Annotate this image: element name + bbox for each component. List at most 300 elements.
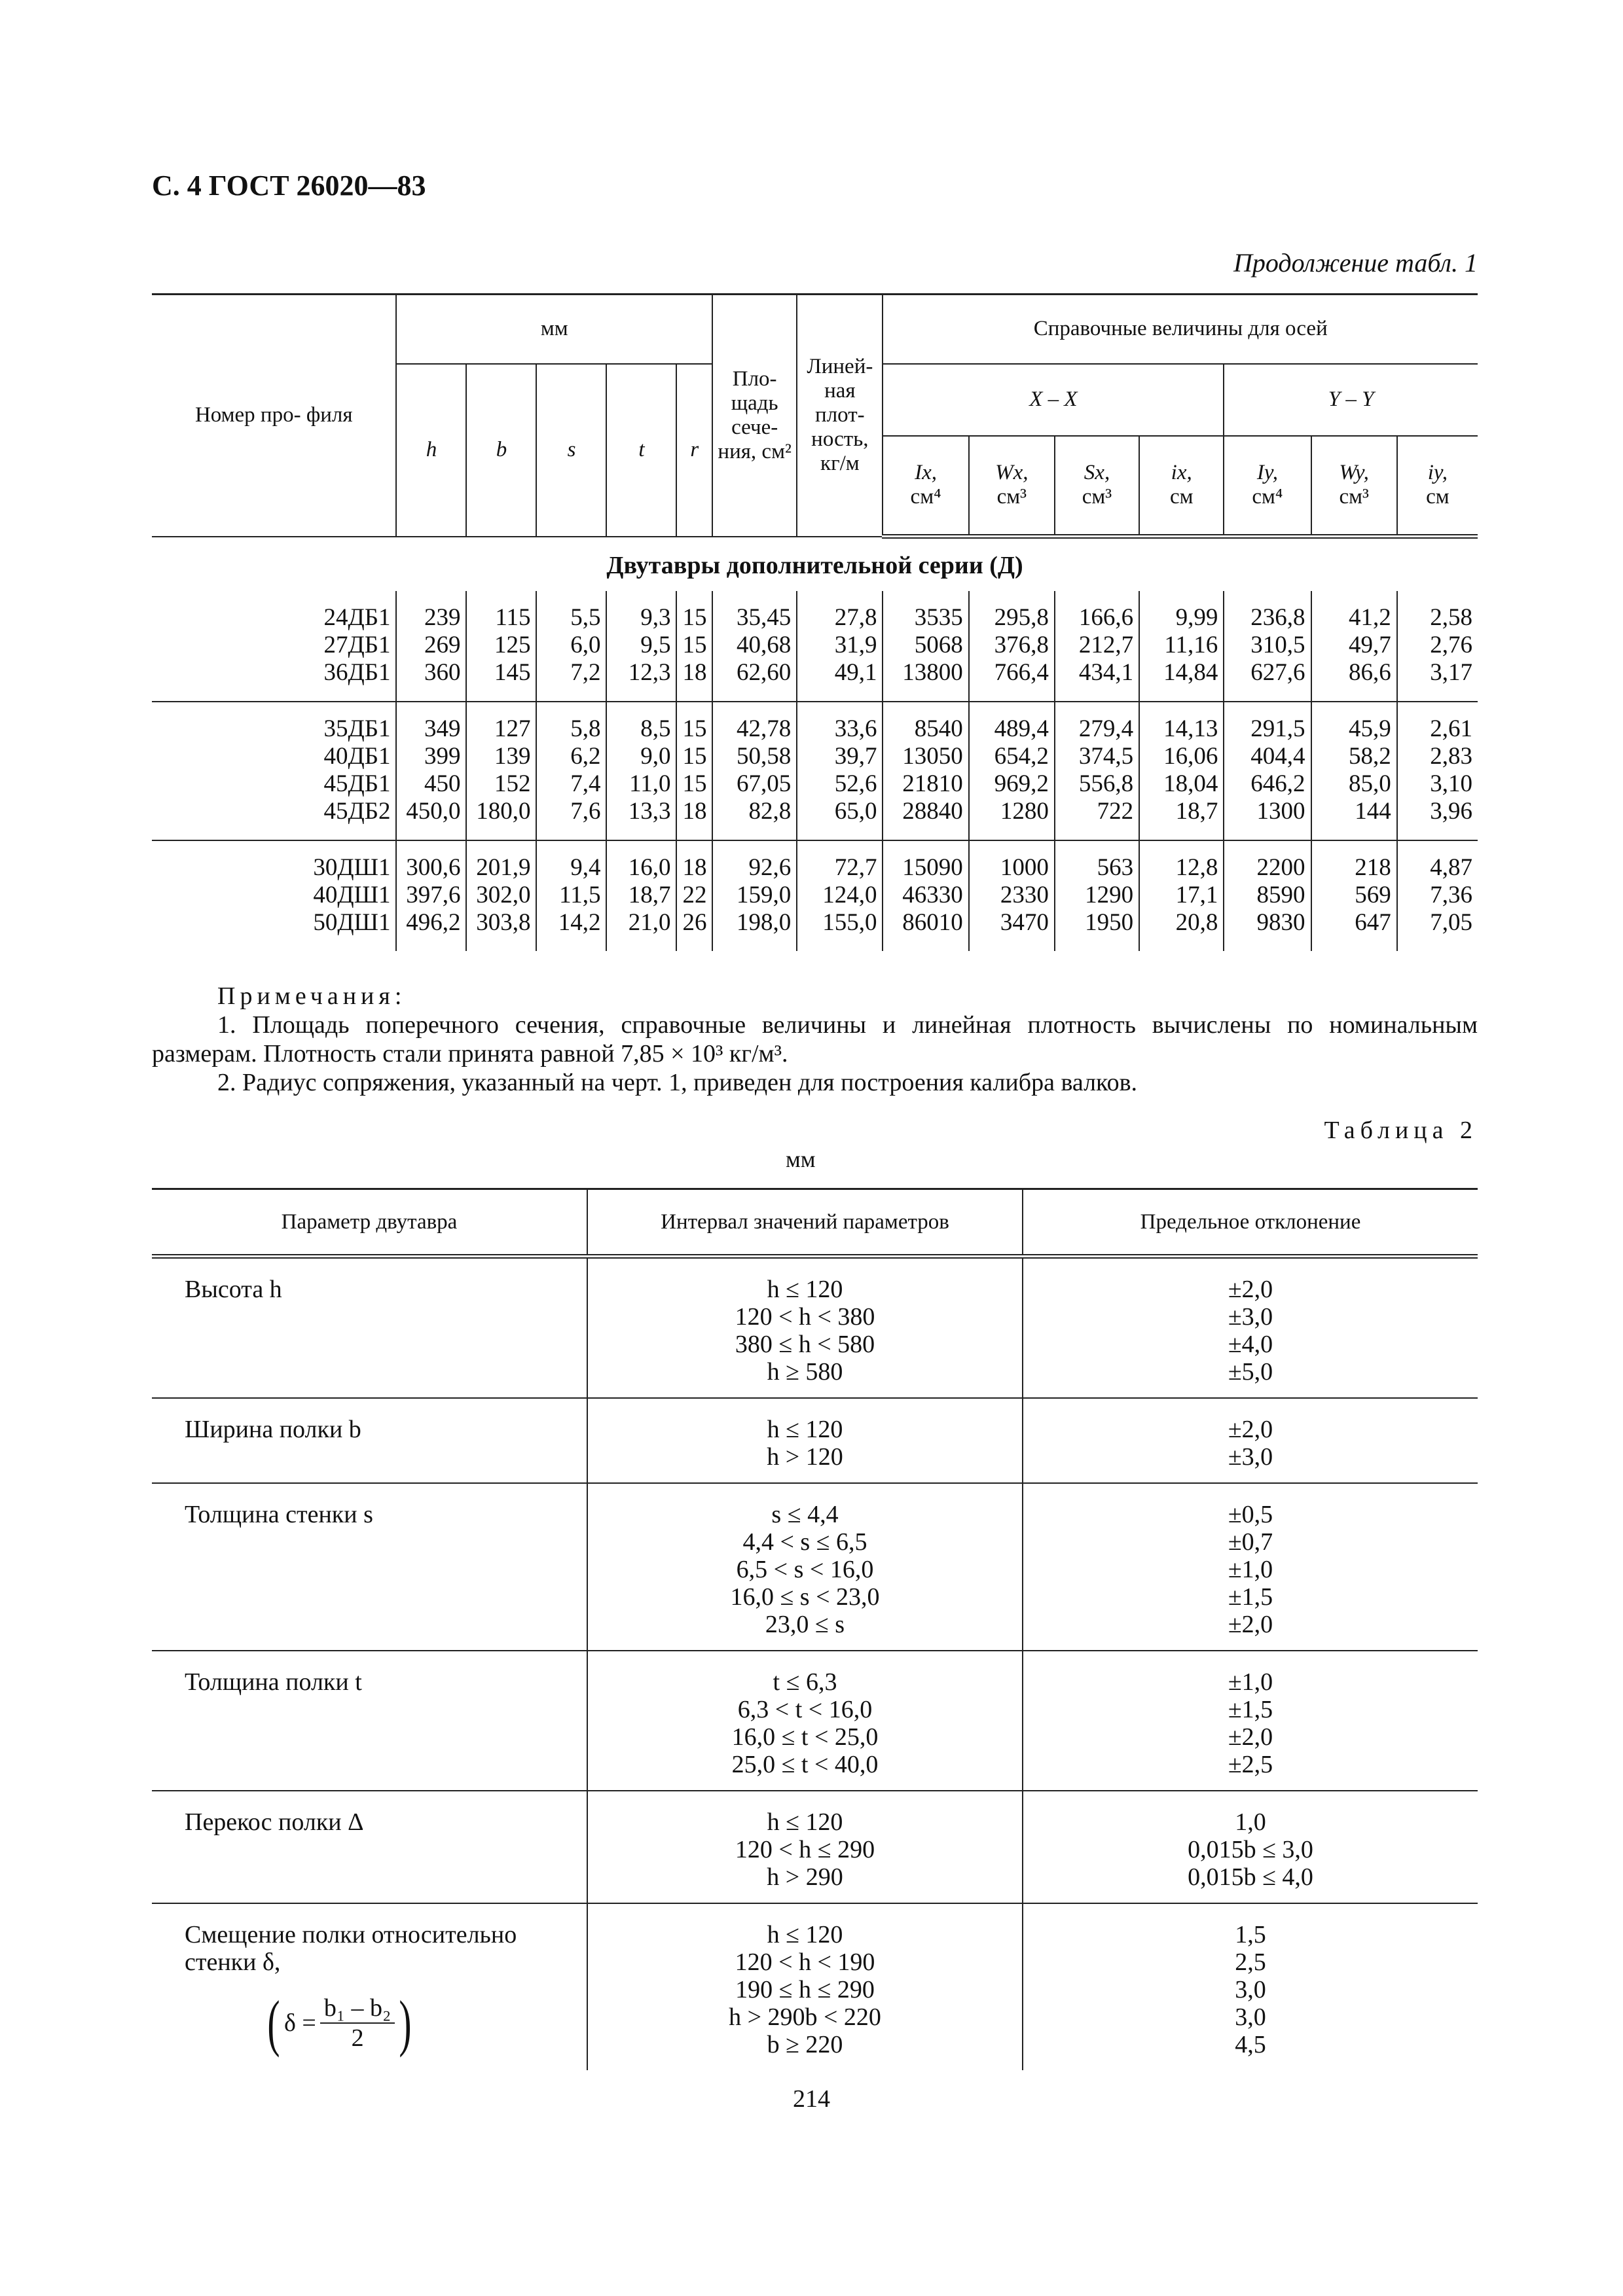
- value: 2,76: [1430, 632, 1472, 658]
- parameter-cell: [152, 1398, 587, 1483]
- value: 7,6: [570, 798, 601, 825]
- value: 62,60: [737, 659, 792, 686]
- cell: [536, 591, 606, 702]
- cell: [606, 840, 676, 951]
- value: ±1,5: [1228, 1583, 1273, 1611]
- tolerance-row: [152, 1903, 1478, 2070]
- value: 16,0: [628, 854, 671, 881]
- value: 360: [424, 659, 461, 686]
- value: 67,05: [737, 770, 792, 797]
- cell: [883, 591, 968, 702]
- cell: [466, 840, 536, 951]
- value: 31,9: [834, 632, 877, 658]
- value: ±2,0: [1228, 1723, 1273, 1751]
- value: 3535: [914, 604, 963, 631]
- value: 92,6: [748, 854, 792, 881]
- value: Высота h: [185, 1276, 282, 1303]
- formula-fraction: [320, 1994, 395, 2053]
- value: h ≤ 120: [767, 1808, 843, 1836]
- deviation-cell: [1023, 1651, 1478, 1791]
- value: h ≤ 120: [767, 1276, 843, 1303]
- value: 152: [494, 770, 531, 797]
- value: 11,5: [559, 882, 601, 908]
- value: 4,87: [1430, 854, 1472, 881]
- value: 269: [424, 632, 461, 658]
- value: ±2,0: [1228, 1416, 1273, 1443]
- value: 15: [682, 770, 707, 797]
- cell: [969, 591, 1055, 702]
- cell: [797, 591, 883, 702]
- value: Перекос полки Δ: [185, 1808, 364, 1836]
- value: 969,2: [994, 770, 1049, 797]
- value: 1280: [1000, 798, 1049, 825]
- value: Толщина стенки s: [185, 1501, 373, 1528]
- tolerance-table: [152, 1188, 1478, 2070]
- value: 27ДБ1: [323, 632, 391, 658]
- formula-denominator: 2: [351, 2024, 364, 2052]
- value: 303,8: [476, 909, 531, 936]
- value: ±3,0: [1228, 1303, 1273, 1331]
- value: 6,3 < t < 16,0: [737, 1696, 873, 1723]
- value: 8590: [1256, 882, 1305, 908]
- value: h ≥ 580: [767, 1358, 843, 1386]
- cell: [676, 702, 712, 840]
- value: 6,0: [570, 632, 601, 658]
- interval-cell: [587, 1791, 1023, 1903]
- value: h > 290b < 220: [729, 2003, 881, 2031]
- col-t: t: [606, 364, 676, 537]
- value: 36ДБ1: [323, 659, 391, 686]
- page-number: 214: [793, 2085, 830, 2113]
- value: 40ДШ1: [313, 882, 391, 908]
- cell: [396, 702, 466, 840]
- value: 85,0: [1349, 770, 1391, 797]
- value: 3470: [1000, 909, 1049, 936]
- value: 139: [494, 743, 531, 770]
- value: 9,3: [640, 604, 671, 631]
- value: 16,0 ≤ t < 25,0: [731, 1723, 879, 1751]
- parameter-cell: [152, 1791, 587, 1903]
- value: 155,0: [822, 909, 877, 936]
- value: ±0,5: [1228, 1501, 1273, 1528]
- value: 627,6: [1250, 659, 1305, 686]
- formula-numerator: b₁ – b₂: [320, 1994, 395, 2024]
- value: 1300: [1256, 798, 1305, 825]
- value: 14,84: [1163, 659, 1218, 686]
- cell: [1055, 702, 1139, 840]
- value: 72,7: [834, 854, 877, 881]
- deviation-cell: [1023, 1398, 1478, 1483]
- value: ±2,0: [1228, 1611, 1273, 1638]
- value: 30ДШ1: [313, 854, 391, 881]
- value: 20,8: [1175, 909, 1218, 936]
- cell: [883, 840, 968, 951]
- value: 8,5: [640, 715, 671, 742]
- value: 7,2: [570, 659, 601, 686]
- value: 3,0: [1235, 2003, 1266, 2031]
- value: Толщина полки t: [185, 1668, 362, 1696]
- tolerance-row: [152, 1398, 1478, 1483]
- col-r: r: [676, 364, 712, 537]
- value: 1290: [1085, 882, 1134, 908]
- value: 13800: [902, 659, 963, 686]
- value: 28840: [902, 798, 963, 825]
- value: 279,4: [1078, 715, 1134, 742]
- notes: [152, 982, 1478, 1097]
- value: 124,0: [822, 882, 877, 908]
- value: 125: [494, 632, 531, 658]
- value: 404,4: [1250, 743, 1305, 770]
- cell: [1311, 702, 1397, 840]
- value: 21,0: [628, 909, 671, 936]
- value: 3,17: [1430, 659, 1472, 686]
- value: 52,6: [834, 770, 877, 797]
- value: 39,7: [834, 743, 877, 770]
- value: 6,2: [570, 743, 601, 770]
- col-area: Пло- щадь сече- ния, см²: [712, 295, 797, 537]
- col-deviation: Предельное отклонение: [1023, 1189, 1478, 1257]
- value: 86010: [902, 909, 963, 936]
- cell: [1139, 591, 1224, 702]
- value: 349: [424, 715, 461, 742]
- value: 4,5: [1235, 2031, 1266, 2058]
- value: 13,3: [628, 798, 671, 825]
- value: 86,6: [1349, 659, 1391, 686]
- offset-formula: [263, 1988, 416, 2058]
- parameter-cell: [152, 1257, 587, 1399]
- value: t ≤ 6,3: [773, 1668, 837, 1696]
- profile-group: [152, 702, 1478, 840]
- col-profile: Номер про- филя: [152, 295, 396, 537]
- value: 450: [424, 770, 461, 797]
- cell: [883, 702, 968, 840]
- value: 3,10: [1430, 770, 1472, 797]
- value: 15: [682, 632, 707, 658]
- value: 218: [1355, 854, 1391, 881]
- table2-caption: Таблица 2: [1324, 1117, 1478, 1144]
- value: 50,58: [737, 743, 792, 770]
- value: 27,8: [834, 604, 877, 631]
- value: h ≤ 120: [767, 1416, 843, 1443]
- value: 11,16: [1164, 632, 1218, 658]
- value: 2200: [1256, 854, 1305, 881]
- value: 82,8: [748, 798, 792, 825]
- cell: [396, 840, 466, 951]
- value: 12,3: [628, 659, 671, 686]
- cell: [712, 840, 797, 951]
- value: 12,8: [1175, 854, 1218, 881]
- tolerance-row: [152, 1791, 1478, 1903]
- col-iy: iy, см: [1397, 436, 1478, 537]
- interval-cell: [587, 1398, 1023, 1483]
- interval-cell: [587, 1257, 1023, 1399]
- value: 190 ≤ h ≤ 290: [735, 1976, 875, 2003]
- page-header: С. 4 ГОСТ 26020—83: [152, 170, 426, 202]
- formula-lparen: (: [267, 1988, 280, 2058]
- value: 144: [1355, 798, 1391, 825]
- value: 180,0: [476, 798, 531, 825]
- parameter-cell: [152, 1651, 587, 1791]
- value: 14,2: [558, 909, 601, 936]
- value: 654,2: [994, 743, 1049, 770]
- value: 50ДШ1: [313, 909, 391, 936]
- profile-group: [152, 591, 1478, 702]
- value: 569: [1355, 882, 1391, 908]
- value: 2330: [1000, 882, 1049, 908]
- value: ±4,0: [1228, 1331, 1273, 1358]
- value: 1,0: [1235, 1808, 1266, 1836]
- cell: [152, 702, 396, 840]
- value: 45ДБ1: [323, 770, 391, 797]
- value: Ширина полки b: [185, 1416, 361, 1443]
- deviation-cell: [1023, 1257, 1478, 1399]
- value: 9830: [1256, 909, 1305, 936]
- value: 9,4: [570, 854, 601, 881]
- value: ±2,0: [1228, 1276, 1273, 1303]
- value: b ≥ 220: [767, 2031, 843, 2058]
- value: 496,2: [406, 909, 461, 936]
- col-density: Линей- ная плот- ность, кг/м: [797, 295, 883, 537]
- value: 49,1: [834, 659, 877, 686]
- value: 15: [682, 743, 707, 770]
- col-b: b: [466, 364, 536, 537]
- col-Sx: Sx, см³: [1055, 436, 1139, 537]
- value: 300,6: [406, 854, 461, 881]
- col-axis-y: Y – Y: [1224, 364, 1478, 436]
- value: 166,6: [1078, 604, 1134, 631]
- value: ±5,0: [1228, 1358, 1273, 1386]
- value: 1000: [1000, 854, 1049, 881]
- value: 120 < h < 190: [735, 1948, 875, 1976]
- value: 45,9: [1349, 715, 1391, 742]
- col-ix: ix, см: [1139, 436, 1224, 537]
- value: 2,61: [1430, 715, 1472, 742]
- value: 25,0 ≤ t < 40,0: [731, 1751, 879, 1778]
- value: 49,7: [1349, 632, 1391, 658]
- value: 40,68: [737, 632, 792, 658]
- cell: [606, 591, 676, 702]
- deviation-cell: [1023, 1791, 1478, 1903]
- value: 6,5 < s < 16,0: [736, 1556, 874, 1583]
- value: 24ДБ1: [323, 604, 391, 631]
- col-mm: мм: [396, 295, 712, 364]
- value: 35,45: [737, 604, 792, 631]
- value: 302,0: [476, 882, 531, 908]
- value: 198,0: [737, 909, 792, 936]
- note-1: 1. Площадь поперечного сечения, справочные величины и линейная плотность вычислены по номинальным размерам. Плотность стали принята равной 7,85 × 10³ кг/м³.: [152, 1011, 1478, 1067]
- cell: [1055, 840, 1139, 951]
- value: 9,5: [640, 632, 671, 658]
- cell: [1139, 702, 1224, 840]
- value: 646,2: [1250, 770, 1305, 797]
- cell: [1224, 591, 1311, 702]
- value: 65,0: [834, 798, 877, 825]
- value: 1,5: [1235, 1921, 1266, 1948]
- value: 14,13: [1163, 715, 1218, 742]
- value: ±2,5: [1228, 1751, 1273, 1778]
- value: 0,015b ≤ 4,0: [1188, 1863, 1313, 1891]
- value: h > 290: [767, 1863, 843, 1891]
- table2-units: мм: [786, 1146, 816, 1172]
- value: 212,7: [1078, 632, 1134, 658]
- col-h: h: [396, 364, 466, 537]
- value: 2,58: [1430, 604, 1472, 631]
- cell: [1311, 591, 1397, 702]
- profile-table: [152, 293, 1478, 951]
- value: 291,5: [1250, 715, 1305, 742]
- value: 236,8: [1250, 604, 1305, 631]
- value: 489,4: [994, 715, 1049, 742]
- value: 46330: [902, 882, 963, 908]
- cell: [536, 840, 606, 951]
- value: 15: [682, 604, 707, 631]
- profile-group: [152, 840, 1478, 951]
- value: 21810: [902, 770, 963, 797]
- value: 18,7: [628, 882, 671, 908]
- value: 201,9: [476, 854, 531, 881]
- value: 3,96: [1430, 798, 1472, 825]
- note-2: 2. Радиус сопряжения, указанный на черт. 1, приведен для построения калибра валков.: [217, 1069, 1138, 1096]
- value: ±1,0: [1228, 1556, 1273, 1583]
- cell: [1397, 840, 1478, 951]
- value: 42,78: [737, 715, 792, 742]
- value: s ≤ 4,4: [771, 1501, 839, 1528]
- interval-cell: [587, 1651, 1023, 1791]
- value: 239: [424, 604, 461, 631]
- cell: [969, 840, 1055, 951]
- value: 16,06: [1163, 743, 1218, 770]
- col-Wy: Wy, см³: [1311, 436, 1397, 537]
- value: 18,7: [1175, 798, 1218, 825]
- value: 4,4 < s ≤ 6,5: [742, 1528, 867, 1556]
- value: 13050: [902, 743, 963, 770]
- cell: [466, 702, 536, 840]
- cell: [712, 591, 797, 702]
- cell: [152, 840, 396, 951]
- value: 18: [682, 659, 707, 686]
- tolerance-row: [152, 1651, 1478, 1791]
- interval-cell: [587, 1903, 1023, 2070]
- value: 434,1: [1078, 659, 1134, 686]
- value: 5068: [914, 632, 963, 658]
- value: 120 < h < 380: [735, 1303, 875, 1331]
- value: 374,5: [1078, 743, 1134, 770]
- value: 35ДБ1: [323, 715, 391, 742]
- value: 9,0: [640, 743, 671, 770]
- cell: [1224, 702, 1311, 840]
- value: 7,36: [1430, 882, 1472, 908]
- interval-cell: [587, 1483, 1023, 1651]
- col-s: s: [536, 364, 606, 537]
- value: 15: [682, 715, 707, 742]
- parameter-cell: [152, 1903, 587, 2070]
- series-title: Двутавры дополнительной серии (Д): [606, 552, 1023, 579]
- cell: [676, 840, 712, 951]
- cell: [969, 702, 1055, 840]
- value: 127: [494, 715, 531, 742]
- notes-heading: Примечания:: [217, 982, 407, 1010]
- deviation-cell: [1023, 1483, 1478, 1651]
- col-interval: Интервал значений параметров: [587, 1189, 1023, 1257]
- value: ±3,0: [1228, 1443, 1273, 1471]
- cell: [1397, 591, 1478, 702]
- tolerance-row: [152, 1483, 1478, 1651]
- cell: [676, 591, 712, 702]
- value: 7,05: [1430, 909, 1472, 936]
- value: 115: [495, 604, 531, 631]
- value: 556,8: [1078, 770, 1134, 797]
- value: 23,0 ≤ s: [765, 1611, 845, 1638]
- col-Iy: Iy, см⁴: [1224, 436, 1311, 537]
- value: 17,1: [1175, 882, 1218, 908]
- value: 45ДБ2: [323, 798, 391, 825]
- value: 295,8: [994, 604, 1049, 631]
- cell: [396, 591, 466, 702]
- value: 397,6: [406, 882, 461, 908]
- deviation-cell: [1023, 1903, 1478, 2070]
- parameter-cell: [152, 1483, 587, 1651]
- value: 33,6: [834, 715, 877, 742]
- value: 26: [682, 909, 707, 936]
- value: 563: [1097, 854, 1134, 881]
- value: 722: [1097, 798, 1134, 825]
- value: 3,0: [1235, 1976, 1266, 2003]
- value: 0,015b ≤ 3,0: [1188, 1836, 1313, 1863]
- value: 647: [1355, 909, 1391, 936]
- value: 159,0: [737, 882, 792, 908]
- value: 41,2: [1349, 604, 1391, 631]
- value: 11,0: [629, 770, 671, 797]
- value: 450,0: [406, 798, 461, 825]
- value: h ≤ 120: [767, 1921, 843, 1948]
- value: 120 < h ≤ 290: [735, 1836, 875, 1863]
- value: 376,8: [994, 632, 1049, 658]
- cell: [712, 702, 797, 840]
- value: 16,0 ≤ s < 23,0: [730, 1583, 880, 1611]
- cell: [606, 702, 676, 840]
- cell: [152, 591, 396, 702]
- value: 766,4: [994, 659, 1049, 686]
- value: ±1,5: [1228, 1696, 1273, 1723]
- cell: [1224, 840, 1311, 951]
- value: 18: [682, 854, 707, 881]
- value: 15090: [902, 854, 963, 881]
- value: h > 120: [767, 1443, 843, 1471]
- value: 58,2: [1349, 743, 1391, 770]
- formula-rparen: ): [399, 1988, 412, 2058]
- value: 9,99: [1175, 604, 1218, 631]
- cell: [1055, 591, 1139, 702]
- col-Ix: Ix, см⁴: [883, 436, 968, 537]
- value: 7,4: [570, 770, 601, 797]
- value: 5,5: [570, 604, 601, 631]
- value: 22: [682, 882, 707, 908]
- value: 18: [682, 798, 707, 825]
- value: 18,04: [1163, 770, 1218, 797]
- col-Wx: Wx, см³: [969, 436, 1055, 537]
- cell: [797, 840, 883, 951]
- value: Смещение полки относительно стенки δ,: [185, 1921, 517, 1976]
- col-axis-x: X – X: [883, 364, 1224, 436]
- formula-lhs: δ =: [283, 2009, 316, 2037]
- col-parameter: Параметр двутавра: [152, 1189, 587, 1257]
- value: 2,83: [1430, 743, 1472, 770]
- cell: [466, 591, 536, 702]
- cell: [1311, 840, 1397, 951]
- value: 8540: [914, 715, 963, 742]
- value: ±0,7: [1228, 1528, 1273, 1556]
- value: 399: [424, 743, 461, 770]
